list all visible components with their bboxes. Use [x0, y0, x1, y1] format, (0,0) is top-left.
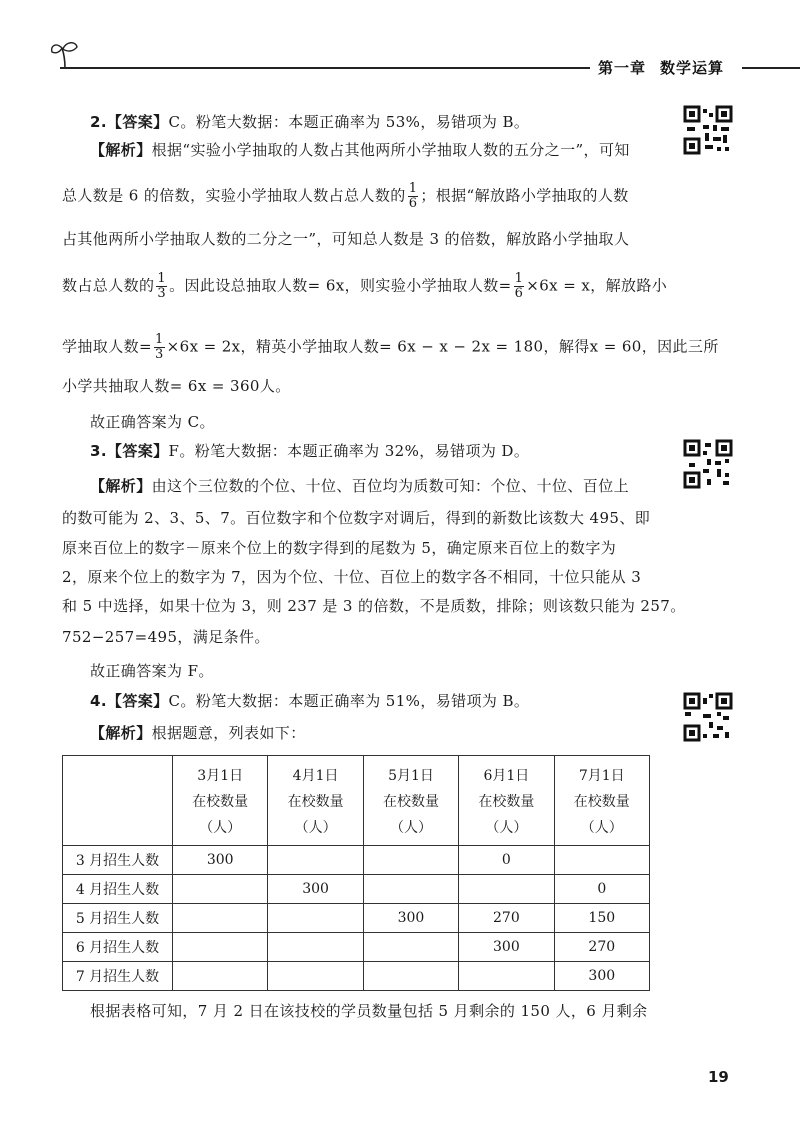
table-cell: 0: [459, 846, 554, 875]
q2-analysis-line-2: [62, 182, 662, 211]
column-date: 5月1日: [388, 767, 434, 784]
column-label: 在校数量: [478, 793, 535, 810]
numerator: 1: [154, 332, 164, 347]
table-cell: [173, 933, 268, 962]
table-cell: [459, 962, 554, 991]
q2-analysis-line-1: [90, 140, 690, 160]
text-segment: 故正确答案为 C。: [90, 413, 215, 431]
row-label: 6 月招生人数: [63, 933, 173, 962]
table-cell: [268, 933, 363, 962]
text-segment: 的数可能为 2、3、5、7。百位数字和个位数字对调后，得到的新数比该数大 495、即: [62, 509, 651, 527]
text-segment: 占其他两所小学抽取人数的二分之一”，可知总人数是 3 的倍数，解放路小学抽取人: [62, 230, 630, 248]
table-cell: 270: [554, 933, 649, 962]
qr-code-icon: [683, 105, 733, 155]
table-cell: 300: [554, 962, 649, 991]
text-segment: ×6x = 2x，精英小学抽取人数= 6x − x − 2x = 180，解得x = 60，因此三所: [166, 337, 719, 356]
table-cell: 300: [173, 846, 268, 875]
answer-label: 4.【答案】: [90, 692, 169, 710]
q3-analysis-line-6: [62, 627, 662, 647]
table-cell: [554, 846, 649, 875]
q3-analysis-line-5: [62, 596, 686, 616]
table-cell: [268, 846, 363, 875]
column-unit: （人）: [485, 819, 528, 836]
column-date: 4月1日: [292, 767, 339, 784]
text-segment: 根据表格可知，7 月 2 日在该技校的学员数量包括 5 月剩余的 150 人，6 月剩余: [90, 1002, 648, 1020]
table-cell: [459, 875, 554, 904]
table-cell: 0: [554, 875, 649, 904]
answer-text: C。粉笔大数据：本题正确率为 53%，易错项为 B。: [168, 113, 530, 131]
table-cell: [363, 933, 458, 962]
denominator: 3: [154, 347, 164, 362]
table-cell: [363, 875, 458, 904]
column-label: 在校数量: [287, 793, 344, 810]
q2-analysis-line-5: [62, 332, 719, 362]
q4-table-conclusion: [90, 1001, 690, 1021]
table-cell: 150: [554, 904, 649, 933]
numerator: 1: [157, 271, 167, 286]
column-header: [268, 756, 363, 846]
column-date: 7月1日: [578, 767, 625, 784]
text-segment: 小学共抽取人数= 6x = 360人。: [62, 377, 291, 395]
table-row: [63, 962, 650, 991]
numerator: 1: [408, 181, 418, 196]
table-row: [63, 846, 650, 875]
text-segment: 和 5 中选择，如果十位为 3，则 237 是 3 的倍数，不是质数，排除；则该数只能为 257。: [62, 597, 686, 615]
denominator: 6: [408, 196, 418, 211]
column-label: 在校数量: [382, 793, 439, 810]
column-header: [554, 756, 649, 846]
table-cell: 270: [459, 904, 554, 933]
table-cell: [173, 962, 268, 991]
q3-answer-line: [90, 441, 690, 461]
text-segment: ×6x = x，解放路小: [526, 276, 668, 295]
row-label: 3 月招生人数: [63, 846, 173, 875]
q2-analysis-line-4: [62, 271, 668, 301]
table-cell: [363, 846, 458, 875]
column-unit: （人）: [199, 819, 242, 836]
chapter-name: 数学运算: [660, 59, 725, 77]
column-header: [459, 756, 554, 846]
text-segment: 2，原来个位上的数字为 7，因为个位、十位、百位上的数字各不相同，十位只能从 3: [62, 568, 642, 586]
table-row: [63, 904, 650, 933]
analysis-text: 根据题意，列表如下：: [151, 724, 306, 742]
q2-analysis-line-6: [62, 376, 662, 396]
row-label: 7 月招生人数: [63, 962, 173, 991]
qr-code-icon: [683, 692, 733, 742]
table-cell: 300: [268, 875, 363, 904]
q3-analysis-line-1: [90, 476, 690, 496]
fraction-one-sixth: [408, 182, 419, 211]
denominator: 6: [514, 286, 524, 301]
column-header: [173, 756, 268, 846]
analysis-label: 【解析】: [90, 724, 152, 742]
text-segment: 752−257=495，满足条件。: [62, 628, 270, 646]
table-cell: 300: [459, 933, 554, 962]
q3-analysis-line-3: [62, 538, 662, 558]
column-label: 在校数量: [573, 793, 630, 810]
column-date: 3月1日: [197, 767, 244, 784]
numerator: 1: [514, 271, 524, 286]
answer-label: 3.【答案】: [90, 442, 169, 460]
table-cell: [173, 875, 268, 904]
header-rule-right: [742, 67, 800, 69]
column-header: [363, 756, 458, 846]
analysis-text: 由这个三位数的个位、十位、百位均为质数可知：个位、十位、百位上: [151, 477, 630, 495]
q4-answer-line: [90, 691, 690, 711]
text-segment: 总人数是 6 的倍数，实验小学抽取人数占总人数的: [62, 186, 406, 205]
qr-code-icon: [683, 439, 733, 489]
sprout-icon: [50, 38, 80, 70]
analysis-text: 根据“实验小学抽取的人数占其他两所小学抽取人数的五分之一”，可知: [151, 141, 630, 159]
table-cell: [363, 962, 458, 991]
answer-text: F。粉笔大数据：本题正确率为 32%，易错项为 D。: [168, 442, 530, 460]
q2-conclusion: [90, 412, 690, 432]
column-unit: （人）: [580, 819, 623, 836]
page-header: [0, 0, 800, 90]
table-corner-cell: [63, 756, 173, 846]
column-label: 在校数量: [192, 793, 249, 810]
text-segment: ；根据“解放路小学抽取的人数: [420, 186, 629, 205]
q2-answer-line: [90, 112, 690, 132]
text-segment: 故正确答案为 F。: [90, 662, 214, 680]
row-label: 4 月招生人数: [63, 875, 173, 904]
table-cell: [173, 904, 268, 933]
chapter-title: [598, 57, 738, 78]
fraction-one-third: [154, 333, 165, 362]
q3-conclusion: [90, 661, 690, 681]
analysis-label: 【解析】: [90, 477, 152, 495]
column-unit: （人）: [294, 819, 337, 836]
enrollment-table: [62, 755, 650, 991]
table-cell: [268, 962, 363, 991]
answer-label: 2.【答案】: [90, 113, 169, 131]
column-unit: （人）: [389, 819, 432, 836]
table-row: [63, 933, 650, 962]
fraction-one-sixth: [514, 272, 525, 301]
table-row: [63, 875, 650, 904]
column-date: 6月1日: [483, 767, 530, 784]
header-rule-left: [60, 67, 590, 69]
table-cell: [268, 904, 363, 933]
q4-analysis-line-1: [90, 723, 690, 743]
fraction-one-third: [156, 272, 167, 301]
denominator: 3: [157, 286, 167, 301]
answer-text: C。粉笔大数据：本题正确率为 51%，易错项为 B。: [168, 692, 530, 710]
q3-analysis-line-4: [62, 567, 662, 587]
table-cell: 300: [363, 904, 458, 933]
analysis-label: 【解析】: [90, 141, 152, 159]
table-header-row: [63, 756, 650, 846]
row-label: 5 月招生人数: [63, 904, 173, 933]
q2-analysis-line-3: [62, 229, 662, 249]
text-segment: 数占总人数的: [62, 276, 155, 295]
text-segment: 。因此设总抽取人数= 6x，则实验小学抽取人数=: [169, 276, 512, 295]
q3-analysis-line-2: [62, 508, 662, 528]
chapter-number: 第一章: [598, 59, 647, 77]
text-segment: 原来百位上的数字－原来个位上的数字得到的尾数为 5，确定原来百位上的数字为: [62, 539, 617, 557]
page-number: 19: [708, 1068, 729, 1086]
text-segment: 学抽取人数=: [62, 337, 152, 356]
